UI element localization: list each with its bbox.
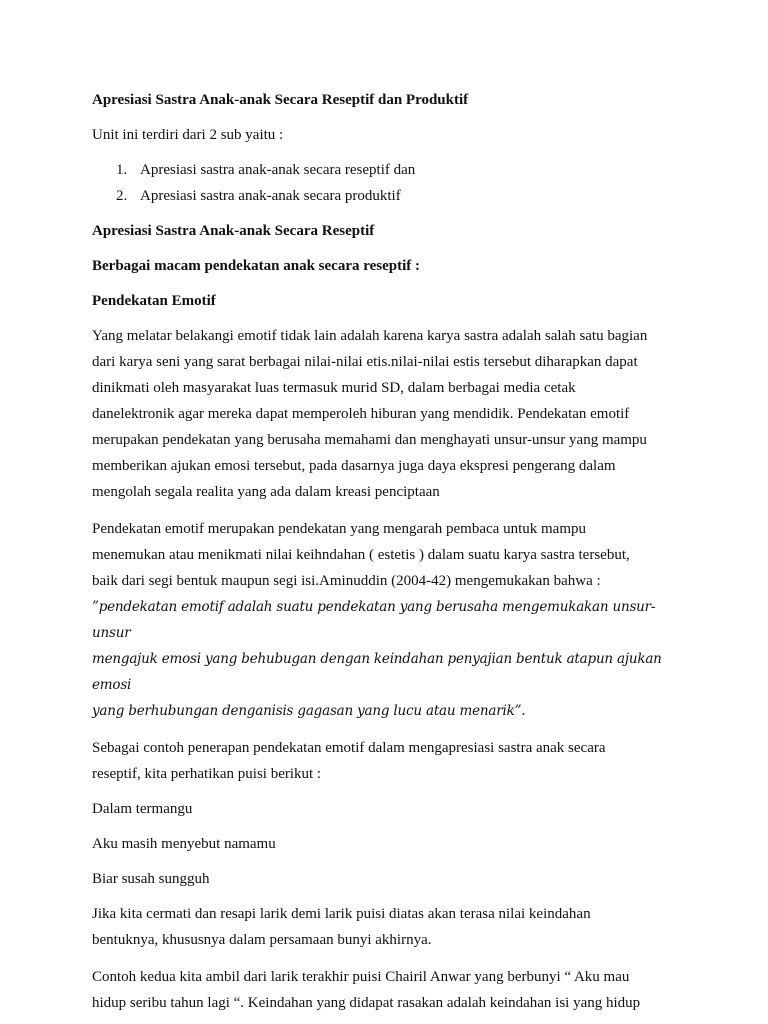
text-line: Jika kita cermati dan resapi larik demi larik puisi diatas akan terasa nilai keindahan bbox=[92, 906, 591, 922]
text-line: menemukan atau menikmati nilai keihndahan ( estetis ) dalam suatu karya sastra tersebut, bbox=[92, 547, 630, 563]
poem-line: Biar susah sungguh bbox=[92, 871, 210, 887]
text-line: bentuknya, khususnya dalam persamaan bunyi akhirnya. bbox=[92, 932, 432, 948]
text-line: hidup seribu tahun lagi “. Keindahan yang didapat rasakan adalah keindahan isi yang hidup bbox=[92, 995, 641, 1011]
quote-line: mengajuk emosi yang behubugan dengan keindahan penyajian bentuk atapun ajukan emosi bbox=[92, 651, 662, 693]
paragraph-emotif-definition bbox=[92, 516, 682, 724]
text-line: memberikan ajukan emosi tersebut, pada dasarnya juga daya ekspresi pengerang dalam bbox=[92, 458, 616, 474]
text-line: merupakan pendekatan yang berusaha memahami dan menghayati unsur-unsur yang mampu bbox=[92, 432, 647, 448]
paragraph-emotif-background bbox=[92, 323, 682, 505]
section-heading: Apresiasi Sastra Anak-anak Secara Reseptif bbox=[92, 223, 375, 239]
text-line: reseptif, kita perhatikan puisi berikut : bbox=[92, 766, 322, 782]
text-line: Pendekatan emotif merupakan pendekatan yang mengarah pembaca untuk mampu bbox=[92, 521, 586, 537]
approach-heading: Pendekatan Emotif bbox=[92, 293, 216, 309]
document-page bbox=[92, 87, 682, 1016]
poem-line: Dalam termangu bbox=[92, 801, 193, 817]
quote-line: ”pendekatan emotif adalah suatu pendekatan yang berusaha mengemukakan unsur-unsur bbox=[92, 599, 656, 641]
list-text: Apresiasi sastra anak-anak secara produktif bbox=[140, 188, 401, 204]
text-line: Yang melatar belakangi emotif tidak lain adalah karena karya sastra adalah salah satu bagian bbox=[92, 328, 648, 344]
paragraph-second-example bbox=[92, 964, 682, 1016]
poem-line: Aku masih menyebut namamu bbox=[92, 836, 276, 852]
subheading: Berbagai macam pendekatan anak secara reseptif : bbox=[92, 258, 421, 274]
text-line: mengolah segala realita yang ada dalam kreasi penciptaan bbox=[92, 484, 440, 500]
list-text: Apresiasi sastra anak-anak secara reseptif dan bbox=[140, 162, 416, 178]
list-number: 2. bbox=[116, 188, 128, 204]
text-line: baik dari segi bentuk maupun segi isi.Aminuddin (2004-42) mengemukakan bahwa : bbox=[92, 573, 601, 589]
text-line: Contoh kedua kita ambil dari larik terakhir puisi Chairil Anwar yang berbunyi “ Aku mau bbox=[92, 969, 630, 985]
text-line: Sebagai contoh penerapan pendekatan emotif dalam mengapresiasi sastra anak secara bbox=[92, 740, 606, 756]
text-line: danelektronik agar mereka dapat memperoleh hiburan yang mendidik. Pendekatan emotif bbox=[92, 406, 630, 422]
sub-unit-list bbox=[92, 157, 682, 209]
list-item bbox=[92, 183, 682, 209]
text-line: dinikmati oleh masyarakat luas termasuk murid SD, dalam berbagai media cetak bbox=[92, 380, 576, 396]
paragraph-poem-analysis bbox=[92, 901, 682, 953]
quote-line: yang berhubungan denganisis gagasan yang lucu atau menarik”. bbox=[92, 703, 526, 719]
paragraph-example-intro bbox=[92, 735, 682, 787]
document-title: Apresiasi Sastra Anak-anak Secara Reseptif dan Produktif bbox=[92, 92, 469, 108]
intro-text: Unit ini terdiri dari 2 sub yaitu : bbox=[92, 127, 284, 143]
list-item bbox=[92, 157, 682, 183]
text-line: dari karya seni yang sarat berbagai nilai-nilai etis.nilai-nilai estis tersebut diharapkan dapat bbox=[92, 354, 638, 370]
list-number: 1. bbox=[116, 162, 128, 178]
